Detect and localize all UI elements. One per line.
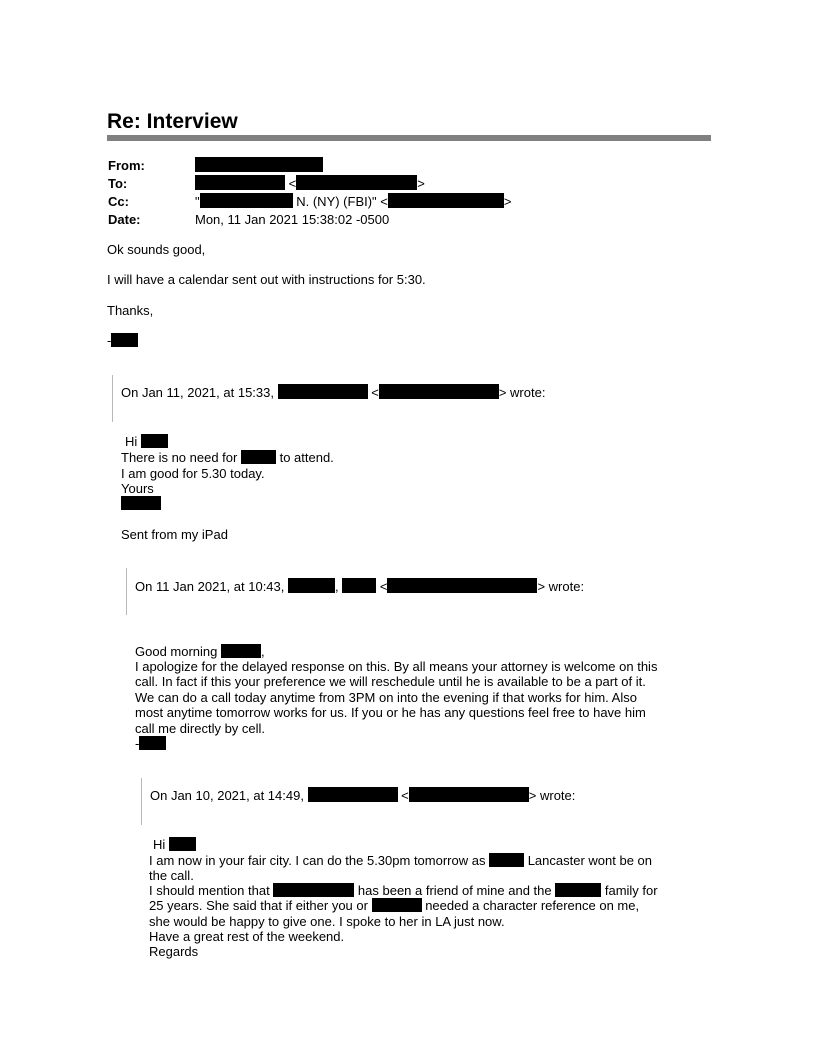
quote-line: Hi (125, 434, 168, 450)
redaction (278, 384, 368, 399)
redaction (111, 333, 138, 347)
quote-line: the call. (149, 868, 194, 883)
redaction (342, 578, 376, 593)
quote-line: I should mention that has been a friend of mine and the family for (149, 883, 658, 898)
from-value (195, 157, 323, 175)
redaction (195, 175, 285, 190)
quote-line: 25 years. She said that if either you or needed a character reference on me, (149, 898, 640, 913)
quote-line: she would be happy to give one. I spoke to her in LA just now. (149, 914, 505, 929)
date-value: Mon, 11 Jan 2021 15:38:02 -0500 (195, 212, 390, 227)
redaction (241, 450, 276, 464)
email-subject: Re: Interview (107, 110, 238, 133)
quote-line: most anytime tomorrow works for us. If you or he has any questions feel free to have him (135, 705, 646, 720)
redaction (288, 578, 335, 593)
redaction (121, 496, 161, 510)
body-line: Ok sounds good, (107, 242, 206, 257)
signature: - (135, 736, 166, 752)
to-label: To: (108, 176, 128, 191)
quote-bar (126, 568, 127, 615)
redaction (169, 837, 196, 851)
redaction (388, 193, 504, 208)
quote-line: Good morning , (135, 644, 265, 659)
quote-line: Hi (153, 837, 196, 853)
quote-line: We can do a call today anytime from 3PM on into the evening if that works for him. Also (135, 690, 637, 705)
redaction (372, 898, 422, 912)
quote-intro: On Jan 11, 2021, at 15:33, < > wrote: (121, 385, 546, 400)
quote-line: Sent from my iPad (121, 527, 228, 542)
redaction (200, 193, 293, 208)
cc-value: " N. (NY) (FBI)" < > (195, 194, 512, 209)
title-rule (107, 135, 711, 141)
quote-line: I am good for 5.30 today. (121, 466, 265, 481)
from-label: From: (108, 158, 145, 173)
quote-line: There is no need for to attend. (121, 450, 334, 465)
quote-intro: On Jan 10, 2021, at 14:49, < > wrote: (150, 788, 576, 803)
quote-intro: On 11 Jan 2021, at 10:43, , < > wrote: (135, 579, 585, 594)
quote-line: Regards (149, 944, 199, 959)
quote-line: call. In fact if this your preference we will reschedule until he is available to be a part of it. (135, 674, 646, 689)
quote-bar (112, 375, 113, 422)
redaction (489, 853, 524, 867)
body-line: Thanks, (107, 303, 154, 318)
redaction (195, 157, 323, 172)
redaction (555, 883, 601, 897)
redaction (296, 175, 417, 190)
redaction (387, 578, 537, 593)
date-label: Date: (108, 212, 141, 227)
redaction (308, 787, 398, 802)
redaction (221, 644, 261, 658)
redaction (409, 787, 529, 802)
redaction (379, 384, 499, 399)
quote-line: Yours (121, 481, 154, 496)
cc-label: Cc: (108, 194, 129, 209)
redaction (139, 736, 166, 750)
redaction (141, 434, 168, 448)
quote-line: call me directly by cell. (135, 721, 266, 736)
to-value: < > (195, 175, 425, 193)
quote-line: I am now in your fair city. I can do the 5.30pm tomorrow as Lancaster wont be on (149, 853, 652, 868)
body-line: I will have a calendar sent out with instructions for 5:30. (107, 272, 426, 287)
quote-bar (141, 778, 142, 825)
redaction (273, 883, 354, 897)
quote-line: Have a great rest of the weekend. (149, 929, 345, 944)
signature: - (107, 333, 138, 349)
quote-line: I apologize for the delayed response on this. By all means your attorney is welcome on this (135, 659, 658, 674)
